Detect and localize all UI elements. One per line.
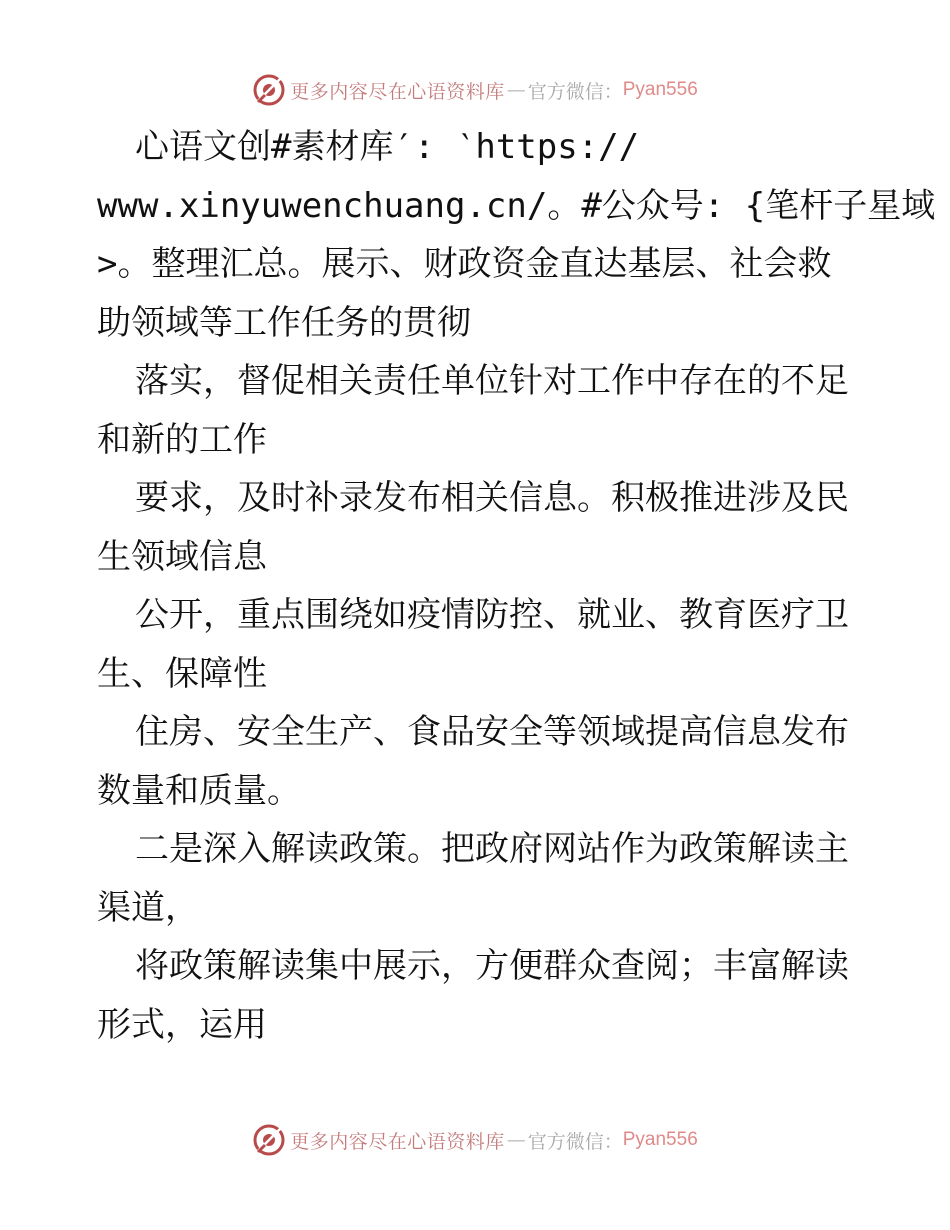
paragraph-line: 心语文创#素材库′: ‵https:// — [135, 127, 640, 167]
promo-text: 更多内容尽在心语资料库 — [290, 80, 505, 103]
paragraph-line: 渠道， — [97, 887, 199, 928]
logo-icon — [252, 73, 286, 107]
paragraph-line: 和新的工作 — [97, 419, 267, 460]
paragraph-line: 生、保障性 — [97, 653, 267, 694]
paragraph-line: >。整理汇总。展示、财政资金直达基层、社会救 — [97, 244, 832, 284]
paragraph-line: 落实，督促相关责任单位针对工作中存在的不足 — [135, 361, 849, 401]
wechat-label: 官方微信： — [527, 1130, 623, 1153]
banner-separator: — — [506, 1129, 526, 1151]
paragraph-line: 形式，运用 — [97, 1004, 267, 1045]
paragraph-line: 生领域信息 — [97, 536, 267, 577]
paragraph-line: www.xinyuwenchuang.cn/。#公众号: {笔杆子星域 — [97, 185, 936, 226]
wechat-id: Pyan556 — [622, 1129, 698, 1150]
promo-text: 更多内容尽在心语资料库 — [290, 1130, 505, 1153]
footer-banner — [0, 1120, 950, 1160]
paragraph-line: 住房、安全生产、食品安全等领域提高信息发布 — [135, 712, 849, 752]
header-banner — [0, 70, 950, 110]
paragraph-line: 二是深入解读政策。把政府网站作为政策解读主 — [135, 829, 849, 869]
paragraph-line: 数量和质量。 — [97, 770, 301, 811]
banner-separator: — — [506, 79, 526, 101]
wechat-id: Pyan556 — [622, 79, 698, 100]
document-body — [97, 118, 936, 1054]
logo-icon — [252, 1123, 286, 1157]
paragraph-line: 助领域等工作任务的贯彻 — [97, 302, 471, 343]
wechat-label: 官方微信： — [527, 80, 623, 103]
paragraph-line: 将政策解读集中展示，方便群众查阅；丰富解读 — [135, 946, 849, 986]
paragraph-line: 要求，及时补录发布相关信息。积极推进涉及民 — [135, 478, 849, 518]
paragraph-line: 公开，重点围绕如疫情防控、就业、教育医疗卫 — [135, 595, 849, 635]
